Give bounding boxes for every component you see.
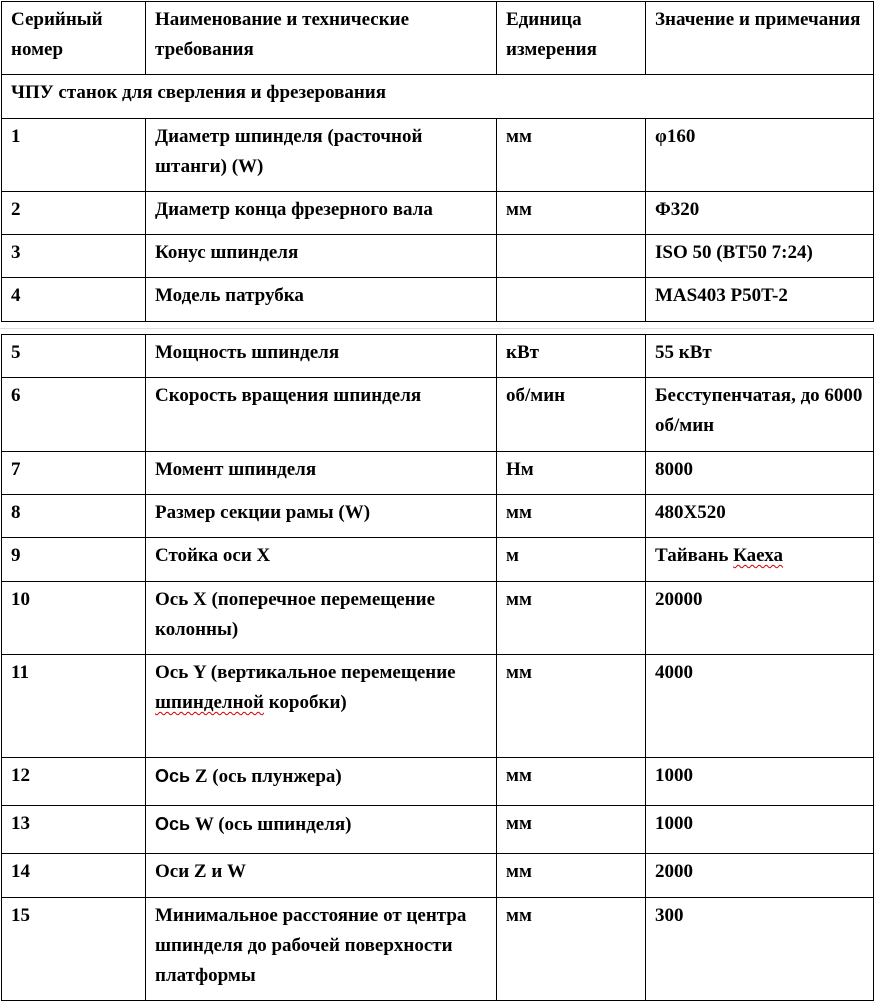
section-row bbox=[2, 75, 874, 119]
row-num: 15 bbox=[2, 898, 146, 1001]
row-unit: м bbox=[497, 538, 646, 582]
spellcheck-word: шпинделной bbox=[155, 692, 264, 713]
row-unit: Нм bbox=[497, 452, 646, 495]
row-value: ISO 50 (BT50 7:24) bbox=[646, 235, 874, 278]
row-name: Минимальное расстояние от центра шпинделя до рабочей поверхности платформы bbox=[146, 898, 497, 1001]
row-value: φ160 bbox=[646, 119, 874, 192]
row-name: Диаметр конца фрезерного вала bbox=[146, 192, 497, 235]
row-name bbox=[146, 806, 497, 854]
row-unit: мм bbox=[497, 655, 646, 758]
row-unit: кВт bbox=[497, 335, 646, 378]
row-value: 1000 bbox=[646, 806, 874, 854]
table-row bbox=[2, 806, 874, 854]
header-num: Серийный номер bbox=[2, 2, 146, 75]
row-name-text: коробки) bbox=[263, 692, 347, 713]
row-num: 8 bbox=[2, 495, 146, 538]
row-value: MAS403 P50T-2 bbox=[646, 278, 874, 322]
table-row bbox=[2, 192, 874, 235]
row-name: Мощность шпинделя bbox=[146, 335, 497, 378]
row-value: Φ320 bbox=[646, 192, 874, 235]
row-name: Модель патрубка bbox=[146, 278, 497, 322]
row-unit bbox=[497, 235, 646, 278]
page-break-divider bbox=[0, 328, 874, 329]
page-break-gap bbox=[0, 324, 874, 334]
row-unit: мм bbox=[497, 119, 646, 192]
row-num: 6 bbox=[2, 378, 146, 452]
table-row bbox=[2, 758, 874, 806]
row-num: 2 bbox=[2, 192, 146, 235]
row-unit: мм bbox=[497, 758, 646, 806]
row-unit: мм bbox=[497, 582, 646, 655]
spellcheck-word: Каеха bbox=[733, 545, 783, 566]
row-num: 12 bbox=[2, 758, 146, 806]
row-unit bbox=[497, 278, 646, 322]
table-row bbox=[2, 335, 874, 378]
header-name: Наименование и технические требования bbox=[146, 2, 497, 75]
row-name: Конус шпинделя bbox=[146, 235, 497, 278]
row-num: 1 bbox=[2, 119, 146, 192]
row-name: Ось X (поперечное перемещение колонны) bbox=[146, 582, 497, 655]
row-num: 5 bbox=[2, 335, 146, 378]
row-num: 10 bbox=[2, 582, 146, 655]
row-unit: мм bbox=[497, 192, 646, 235]
row-name-text: W (ось шпинделя) bbox=[190, 814, 352, 835]
table-row bbox=[2, 655, 874, 758]
row-value: 1000 bbox=[646, 758, 874, 806]
row-value: 8000 bbox=[646, 452, 874, 495]
table-row bbox=[2, 119, 874, 192]
row-name: Размер секции рамы (W) bbox=[146, 495, 497, 538]
table-row bbox=[2, 278, 874, 322]
row-name: Момент шпинделя bbox=[146, 452, 497, 495]
header-row bbox=[2, 2, 874, 75]
row-name: Оси Z и W bbox=[146, 854, 497, 898]
spec-table-part-1 bbox=[1, 1, 874, 322]
spec-table-part-2 bbox=[1, 334, 874, 1001]
row-unit: мм bbox=[497, 495, 646, 538]
row-name bbox=[146, 758, 497, 806]
row-value: 4000 bbox=[646, 655, 874, 758]
row-name: Стойка оси X bbox=[146, 538, 497, 582]
table-row bbox=[2, 538, 874, 582]
table-row bbox=[2, 898, 874, 1001]
table-row bbox=[2, 854, 874, 898]
table-row bbox=[2, 495, 874, 538]
row-name: Скорость вращения шпинделя bbox=[146, 378, 497, 452]
row-name bbox=[146, 655, 497, 758]
section-title: ЧПУ станок для сверления и фрезерования bbox=[2, 75, 874, 119]
row-value-text: Тайвань bbox=[655, 545, 734, 566]
row-num: 13 bbox=[2, 806, 146, 854]
row-name-text: Ось Y (вертикальное перемещение bbox=[155, 662, 456, 683]
row-value bbox=[646, 538, 874, 582]
row-num: 3 bbox=[2, 235, 146, 278]
row-value: 20000 bbox=[646, 582, 874, 655]
table-row bbox=[2, 378, 874, 452]
row-num: 11 bbox=[2, 655, 146, 758]
header-value: Значение и примечания bbox=[646, 2, 874, 75]
row-name-text: Ось bbox=[155, 814, 191, 834]
row-value: 2000 bbox=[646, 854, 874, 898]
row-unit: мм bbox=[497, 854, 646, 898]
row-unit: об/мин bbox=[497, 378, 646, 452]
row-name-text: Ось bbox=[155, 766, 191, 786]
row-name: Диаметр шпинделя (расточной штанги) (W) bbox=[146, 119, 497, 192]
row-value: 300 bbox=[646, 898, 874, 1001]
table-row bbox=[2, 235, 874, 278]
row-num: 9 bbox=[2, 538, 146, 582]
row-value: 55 кВт bbox=[646, 335, 874, 378]
header-unit: Единица измерения bbox=[497, 2, 646, 75]
row-value: Бесступенчатая, до 6000 об/мин bbox=[646, 378, 874, 452]
row-num: 7 bbox=[2, 452, 146, 495]
row-unit: мм bbox=[497, 898, 646, 1001]
row-unit: мм bbox=[497, 806, 646, 854]
row-num: 14 bbox=[2, 854, 146, 898]
row-name-text: Z (ось плунжера) bbox=[190, 766, 342, 787]
table-row bbox=[2, 452, 874, 495]
row-num: 4 bbox=[2, 278, 146, 322]
table-row bbox=[2, 582, 874, 655]
row-value: 480X520 bbox=[646, 495, 874, 538]
